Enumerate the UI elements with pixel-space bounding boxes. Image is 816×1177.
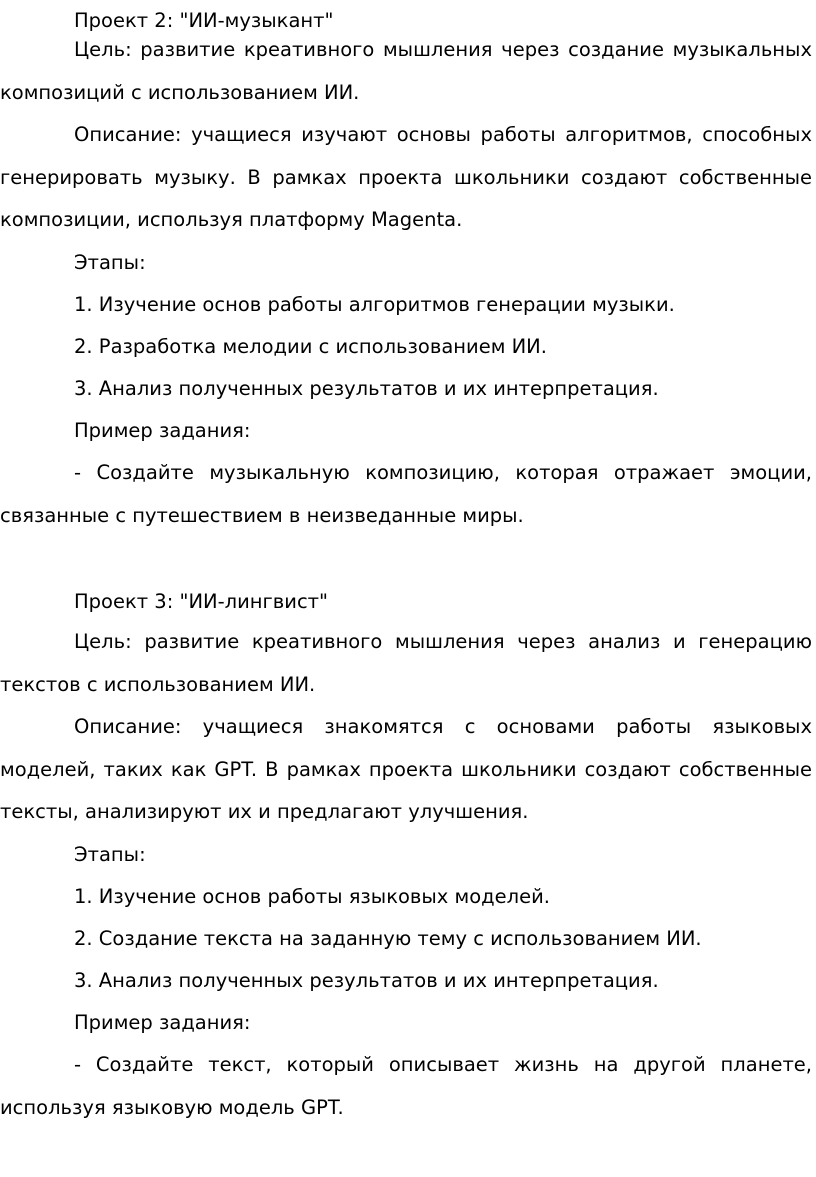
project2-goal-block [0, 29, 812, 114]
project2-example-task: - Создайте музыкальную композицию, которая отражает эмоции, связанные с путешествием в неизведанные миры. [0, 461, 812, 527]
project3-example-label: Пример задания: [74, 1011, 251, 1034]
project3-goal: Цель: развитие креативного мышления через анализ и генерацию текстов с использованием ИИ. [0, 630, 812, 696]
project2-goal: Цель: развитие креативного мышления через создание музыкальных композиций с использованием ИИ. [0, 38, 812, 104]
project3-stage-3: 3. Анализ полученных результатов и их интерпретация. [74, 969, 659, 992]
project3-example-block [0, 1044, 812, 1129]
project2-description: Описание: учащиеся изучают основы работы алгоритмов, способных генерировать музыку. В рамках проекта школьники создают собственные композиции, используя платформу Magenta. [0, 123, 812, 231]
project2-stage-3: 3. Анализ полученных результатов и их интерпретация. [74, 377, 659, 400]
project3-example-task: - Создайте текст, который описывает жизнь на другой планете, используя языковую модель GPT. [0, 1053, 812, 1119]
project3-description-block [0, 706, 812, 834]
project3-title: Проект 3: "ИИ-лингвист" [74, 590, 329, 613]
project2-title: Проект 2: "ИИ-музыкант" [74, 9, 334, 32]
project3-stage-1: 1. Изучение основ работы языковых моделей. [74, 885, 550, 908]
project3-stage-2: 2. Создание текста на заданную тему с использованием ИИ. [74, 927, 702, 950]
project2-description-block [0, 114, 812, 242]
project3-stages-label: Этапы: [74, 843, 146, 866]
project2-stage-2: 2. Разработка мелодии с использованием ИИ. [74, 335, 547, 358]
project2-stage-1: 1. Изучение основ работы алгоритмов генерации музыки. [74, 293, 675, 316]
project2-stages-label: Этапы: [74, 251, 146, 274]
project3-goal-block [0, 621, 812, 706]
project2-example-block [0, 452, 812, 537]
project3-description: Описание: учащиеся знакомятся с основами работы языковых моделей, таких как GPT. В рамках проекта школьники создают собственные тексты, анализируют их и предлагают улучшения. [0, 715, 812, 823]
project2-example-label: Пример задания: [74, 419, 251, 442]
